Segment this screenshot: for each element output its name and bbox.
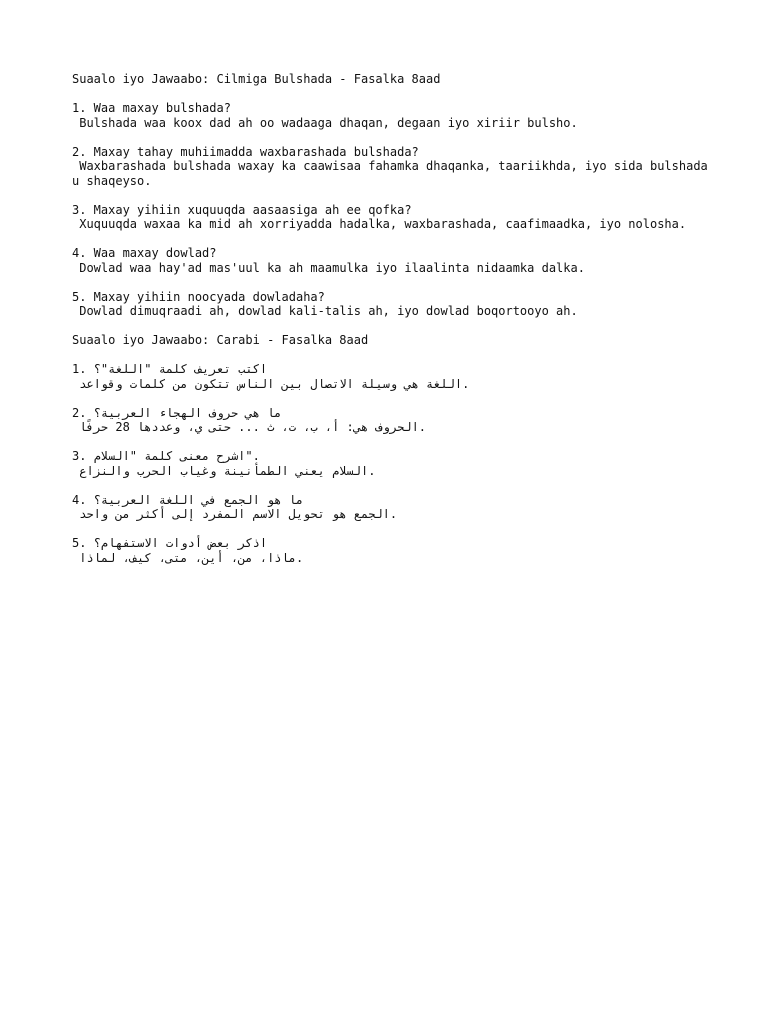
answer-text: Waxbarashada bulshada waxay ka caawisaa fahamka dhaqanka, taariikhda, iyo sida bulshada u shaqeyso. bbox=[72, 159, 716, 188]
question-text: 1. Waa maxay bulshada? bbox=[72, 101, 231, 115]
answer-text: ماذا، من، أين، متى، كيف، لماذا. bbox=[72, 550, 304, 565]
question-text: 3. Maxay yihiin xuquuqda aasaasiga ah ee qofka? bbox=[72, 202, 412, 217]
document-page bbox=[72, 72, 716, 580]
qa-item bbox=[72, 144, 716, 189]
question-text: 5. Maxay yihiin noocyada dowladaha? bbox=[72, 289, 325, 304]
qa-item bbox=[72, 449, 712, 478]
qa-item bbox=[72, 362, 712, 391]
section-title: Suaalo iyo Jawaabo: Carabi - Fasalka 8aad bbox=[72, 333, 369, 347]
section-title: Suaalo iyo Jawaabo: Cilmiga Bulshada - Fasalka 8aad bbox=[72, 72, 441, 86]
section-social-studies bbox=[72, 72, 716, 319]
answer-text: Xuquuqda waxaa ka mid ah xorriyadda hadalka, waxbarashada, caafimaadka, iyo nolosha. bbox=[72, 217, 687, 231]
question-text: 1. اكتب تعريف كلمة "اللغة"؟ bbox=[72, 362, 268, 376]
answer-text: السلام يعني الطمأنينة وغياب الحرب والنزاع. bbox=[72, 463, 376, 478]
answer-text: Bulshada waa koox dad ah oo wadaaga dhaqan, degaan iyo xiriir bulsho. bbox=[72, 115, 578, 130]
section-arabic bbox=[72, 333, 712, 565]
answer-text: اللغة هي وسيلة الاتصال بين الناس تتكون من كلمات وقواعد. bbox=[72, 376, 470, 391]
question-text: 5. اذكر بعض أدوات الاستفهام؟ bbox=[72, 536, 268, 550]
qa-item bbox=[72, 406, 712, 435]
qa-item bbox=[72, 290, 712, 319]
question-text: 2. Maxay tahay muhiimadda waxbarashada bulshada? bbox=[72, 144, 419, 159]
qa-item bbox=[72, 203, 712, 232]
answer-text: Dowlad dimuqraadi ah, dowlad kali-talis ah, iyo dowlad boqortooyo ah. bbox=[72, 304, 578, 318]
qa-item bbox=[72, 246, 712, 275]
question-text: 4. ما هو الجمع في اللغة العربية؟ bbox=[72, 492, 304, 507]
answer-text: Dowlad waa hay'ad mas'uul ka ah maamulka iyo ilaalinta nidaamka dalka. bbox=[72, 260, 585, 275]
answer-text: الحروف هي: أ، ب، ت، ث ... حتى ي، وعددها 28 حرفًا. bbox=[72, 420, 427, 434]
question-text: 2. ما هي حروف الهجاء العربية؟ bbox=[72, 405, 282, 420]
qa-item bbox=[72, 101, 712, 130]
answer-text: الجمع هو تحويل الاسم المفرد إلى أكثر من واحد. bbox=[72, 507, 398, 521]
question-text: 4. Waa maxay dowlad? bbox=[72, 246, 217, 260]
qa-item bbox=[72, 536, 712, 565]
question-text: 3. اشرح معنى كلمة "السلام". bbox=[72, 449, 260, 463]
qa-item bbox=[72, 493, 712, 522]
